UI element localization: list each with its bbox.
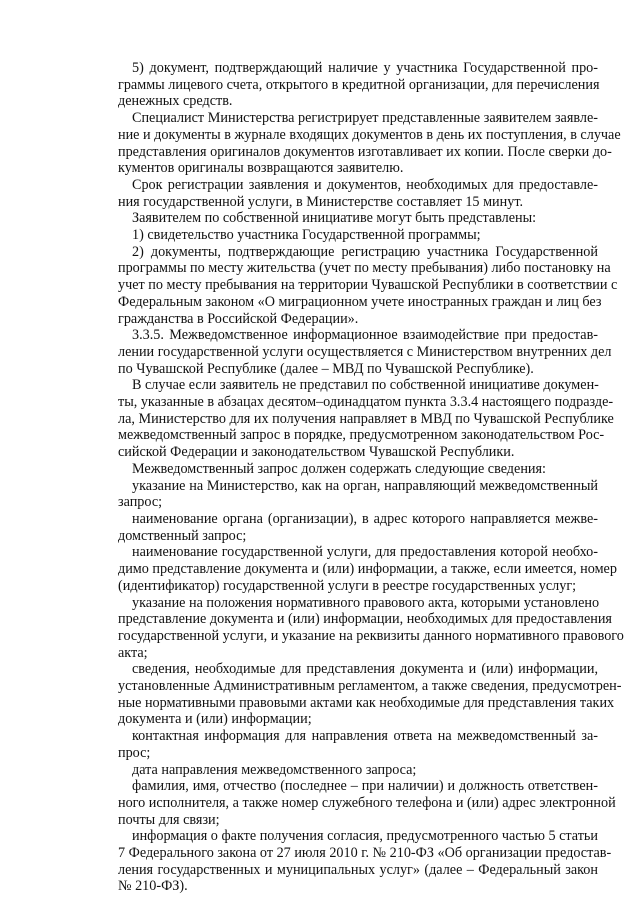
paragraph (118, 828, 612, 895)
paragraph-line: по Чувашской Республике (далее – МВД по Чувашской Республике). (118, 360, 534, 377)
paragraph-line: запрос; (118, 494, 163, 511)
paragraph-line: почты для связи; (118, 811, 220, 828)
paragraph (118, 210, 598, 227)
paragraph-line: ные нормативными правовыми актами как необходимые для представления таких (118, 694, 615, 711)
paragraph-line: указание на Министерство, как на орган, направляющий межведомственный (132, 477, 598, 494)
paragraph (118, 728, 598, 761)
paragraph-line: ние и документы в журнале входящих документов в день их поступления, в случае (118, 126, 621, 143)
paragraph-line: граммы лицевого счета, открытого в кредитной организации, для перечисления (118, 76, 600, 93)
paragraph-line: 3.3.5. Межведомственное информационное взаимодействие при предостав- (132, 327, 598, 344)
paragraph-line: денежных средств. (118, 93, 233, 110)
paragraph (118, 177, 598, 210)
paragraph-line: димо представление документа и (или) информации, а также, если имеется, номер (118, 561, 617, 578)
paragraph-line: Срок регистрации заявления и документов, необходимых для предоставле- (132, 176, 598, 193)
paragraph-line: ного исполнителя, а также номер служебного телефона и (или) адрес электронной (118, 794, 616, 811)
paragraph-line: информация о факте получения согласия, предусмотренного частью 5 статьи (132, 828, 598, 845)
paragraph-line: Заявителем по собственной инициативе могут быть представлены: (132, 210, 537, 227)
paragraph-line: межведомственный запрос в порядке, предусмотренном законодательством Рос- (118, 427, 605, 444)
paragraph-line: фамилия, имя, отчество (последнее – при наличии) и должность ответствен- (132, 778, 598, 795)
paragraph-line: 1) свидетельство участника Государственной программы; (132, 227, 481, 244)
paragraph-line: государственной услуги, и указание на реквизиты данного нормативного правового (118, 627, 624, 644)
paragraph-line: сийской Федерации и законодательством Чувашской Республики. (118, 444, 515, 461)
paragraph-line: гражданства в Российской Федерации». (118, 310, 359, 327)
paragraph-line: указание на положения нормативного правового акта, которыми установлено (132, 594, 600, 611)
paragraph (118, 478, 598, 511)
paragraph-line: № 210-ФЗ). (118, 878, 188, 895)
paragraph (118, 511, 598, 544)
paragraph (118, 594, 624, 662)
paragraph-line: контактная информация для направления ответа на межведомственный за- (132, 728, 598, 745)
paragraph (118, 227, 598, 244)
paragraph (118, 461, 598, 478)
paragraph-line: 2) документы, подтверждающие регистрацию участника Государственной (132, 243, 598, 260)
paragraph (118, 544, 617, 594)
paragraph-line: учет по месту пребывания на территории Чувашской Республики в соответствии с (118, 277, 618, 294)
paragraph-line: документа и (или) информации; (118, 711, 312, 728)
paragraph-line: Специалист Министерства регистрирует представленные заявителем заявле- (132, 110, 598, 127)
paragraph (118, 243, 618, 328)
paragraph-line: сведения, необходимые для представления документа и (или) информации, (132, 661, 598, 678)
paragraph (118, 377, 614, 461)
paragraph-line: дата направления межведомственного запроса; (132, 761, 417, 778)
paragraph-line: лении государственной услуги осуществляется с Министерством внутренних дел (118, 343, 612, 360)
paragraph-line: прос; (118, 744, 151, 761)
paragraph-line: наименование органа (организации), в адрес которого направляется межве- (132, 510, 598, 527)
paragraph (118, 778, 616, 828)
paragraph-line: ла, Министерство для их получения направляет в МВД по Чувашской Республике (118, 410, 614, 427)
paragraph (118, 762, 598, 779)
paragraph-line: кументов оригиналы возвращаются заявителю. (118, 160, 404, 177)
paragraph-line: 7 Федерального закона от 27 июля 2010 г. № 210-ФЗ «Об организации предостав- (118, 845, 612, 862)
paragraph-line: 5) документ, подтверждающий наличие у участника Государственной про- (132, 60, 598, 76)
paragraph (118, 110, 621, 177)
paragraph-line: представление документа и (или) информации, необходимых для предоставления (118, 611, 612, 628)
paragraph (118, 327, 612, 377)
paragraph-line: программы по месту жительства (учет по месту пребывания) либо постановку на (118, 260, 611, 277)
paragraph-line: представления оригиналов документов изготавливает их копии. После сверки до- (118, 143, 612, 160)
paragraph-line: ления государственных и муниципальных услуг» (далее – Федеральный закон (118, 861, 598, 878)
paragraph (118, 60, 598, 110)
paragraph-line: акта; (118, 644, 148, 661)
paragraph-line: домственный запрос; (118, 527, 247, 544)
paragraph (118, 661, 622, 728)
paragraph-line: Межведомственный запрос должен содержать следующие сведения: (132, 460, 546, 477)
paragraph-line: (идентификатор) государственной услуги в реестре государственных услуг; (118, 577, 577, 594)
paragraph-line: ния государственной услуги, в Министерстве составляет 15 минут. (118, 193, 524, 210)
paragraph-line: Федеральным законом «О миграционном учете иностранных граждан и лиц без (118, 293, 602, 310)
document-page (118, 60, 624, 895)
paragraph-line: установленные Административным регламентом, а также сведения, предусмотрен- (118, 678, 622, 695)
paragraph-line: В случае если заявитель не представил по собственной инициативе докумен- (132, 377, 599, 394)
paragraph-line: наименование государственной услуги, для предоставления которой необхо- (132, 544, 598, 561)
paragraph-line: ты, указанные в абзацах десятом–одинадцатом пункта 3.3.4 настоящего подразде- (118, 394, 614, 411)
